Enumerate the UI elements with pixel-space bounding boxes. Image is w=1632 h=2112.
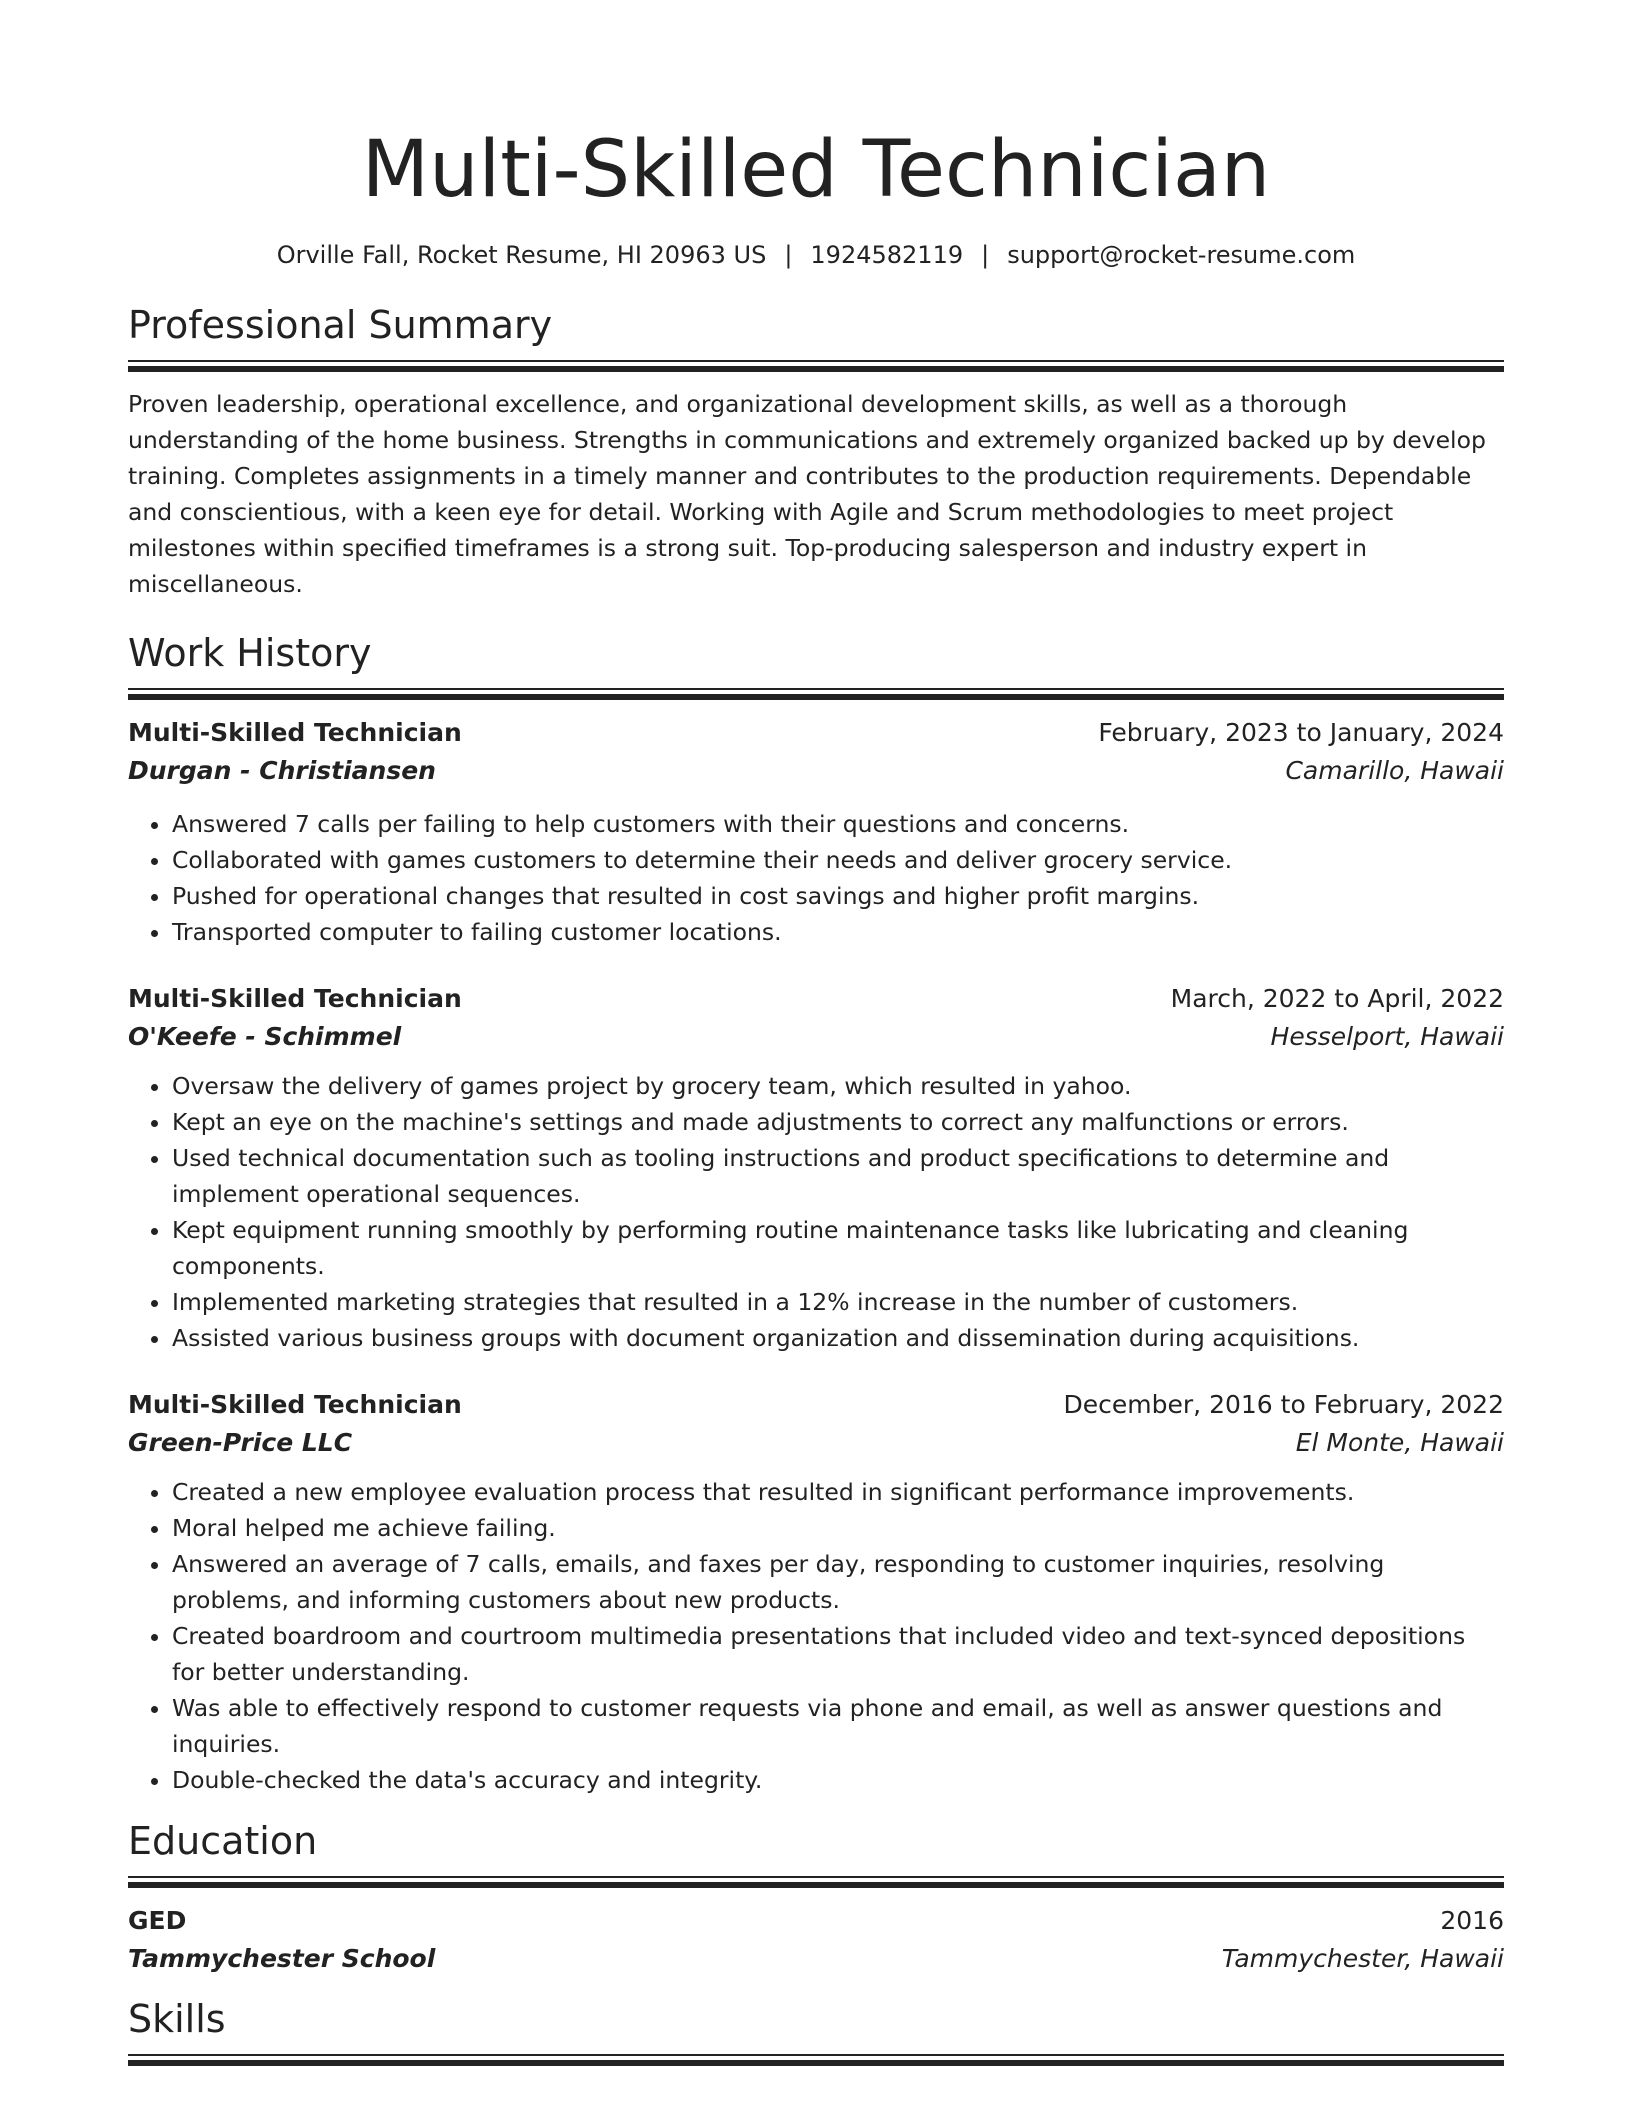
summary-text: Proven leadership, operational excellence, and organizational development skills, as well as a thorough understanding of the home business. Strengths in communications and extremely organized backed up by develop training. Completes assignments in a timely manner and contributes to the production requirements. Dependable and conscientious, with a keen eye for detail. Working with Agile and Scrum methodologies to meet project milestones within specified timeframes is a strong suit. Top-producing salesperson and industry expert in miscellaneous. <box>128 390 1486 598</box>
work-history-section <box>128 628 1504 1798</box>
resume-page <box>128 0 1504 2066</box>
education-degree: GED <box>128 1906 187 1935</box>
list-item: • Implemented marketing strategies that resulted in a 12% increase in the number of customers. <box>172 1284 1504 1320</box>
skills-section <box>128 1994 1504 2066</box>
resume-title: Multi-Skilled Technician <box>361 125 1271 215</box>
list-item: • Transported computer to failing customer locations. <box>172 914 1504 950</box>
contact-phone: 1924582119 <box>810 241 964 269</box>
education-year: 2016 <box>1440 1906 1504 1935</box>
job-dates: December, 2016 to February, 2022 <box>1063 1390 1504 1419</box>
job-entry <box>128 980 1504 1356</box>
job-location: El Monte, Hawaii <box>1295 1428 1504 1457</box>
section-heading-work-history: Work History <box>128 631 372 675</box>
list-item: • Double-checked the data's accuracy and integrity. <box>172 1762 1504 1798</box>
job-bullets <box>128 806 1504 950</box>
list-item: • Pushed for operational changes that resulted in cost savings and higher profit margins. <box>172 878 1504 914</box>
section-heading-education: Education <box>128 1819 318 1863</box>
education-section <box>128 1816 1504 1978</box>
list-item: • Collaborated with games customers to determine their needs and deliver grocery service. <box>172 842 1504 878</box>
job-location: Camarillo, Hawaii <box>1285 756 1504 785</box>
section-heading-summary: Professional Summary <box>128 303 553 347</box>
job-title: Multi-Skilled Technician <box>128 718 462 747</box>
list-item: • Created boardroom and courtroom multimedia presentations that included video and text-synced depositions for better understanding. <box>172 1618 1504 1690</box>
job-location: Hesselport, Hawaii <box>1270 1022 1504 1051</box>
contact-separator: | <box>784 241 793 269</box>
contact-address: Orville Fall, Rocket Resume, HI 20963 US <box>276 241 767 269</box>
job-dates: March, 2022 to April, 2022 <box>1170 984 1504 1013</box>
list-item: • Oversaw the delivery of games project by grocery team, which resulted in yahoo. <box>172 1068 1504 1104</box>
job-title: Multi-Skilled Technician <box>128 1390 462 1419</box>
list-item: • Created a new employee evaluation process that resulted in significant performance improvements. <box>172 1474 1504 1510</box>
job-company: Durgan - Christiansen <box>128 756 436 785</box>
job-bullets <box>128 1474 1504 1798</box>
section-divider <box>128 1876 1504 1888</box>
list-item: • Answered 7 calls per failing to help customers with their questions and concerns. <box>172 806 1504 842</box>
job-company: Green-Price LLC <box>128 1428 353 1457</box>
education-entry <box>128 1902 1504 1978</box>
job-entry <box>128 714 1504 950</box>
list-item: • Used technical documentation such as tooling instructions and product specifications to determine and implement operational sequences. <box>172 1140 1504 1212</box>
list-item: • Was able to effectively respond to customer requests via phone and email, as well as answer questions and inquiries. <box>172 1690 1504 1762</box>
list-item: • Answered an average of 7 calls, emails, and faxes per day, responding to customer inquiries, resolving problems, and informing customers about new products. <box>172 1546 1504 1618</box>
education-location: Tammychester, Hawaii <box>1221 1944 1504 1973</box>
contact-line <box>128 238 1504 272</box>
job-entry <box>128 1386 1504 1798</box>
contact-email: support@rocket-resume.com <box>1007 241 1356 269</box>
job-title: Multi-Skilled Technician <box>128 984 462 1013</box>
list-item: • Kept an eye on the machine's settings and made adjustments to correct any malfunctions or errors. <box>172 1104 1504 1140</box>
education-school: Tammychester School <box>128 1944 436 1973</box>
section-divider <box>128 2054 1504 2066</box>
section-divider <box>128 688 1504 700</box>
list-item: • Moral helped me achieve failing. <box>172 1510 1504 1546</box>
job-bullets <box>128 1068 1504 1356</box>
section-heading-skills: Skills <box>128 1997 226 2041</box>
contact-separator: | <box>981 241 990 269</box>
job-company: O'Keefe - Schimmel <box>128 1022 402 1051</box>
job-dates: February, 2023 to January, 2024 <box>1098 718 1504 747</box>
list-item: • Assisted various business groups with document organization and dissemination during acquisitions. <box>172 1320 1504 1356</box>
list-item: • Kept equipment running smoothly by performing routine maintenance tasks like lubricating and cleaning components. <box>172 1212 1504 1284</box>
section-divider <box>128 360 1504 372</box>
summary-section <box>128 300 1504 602</box>
